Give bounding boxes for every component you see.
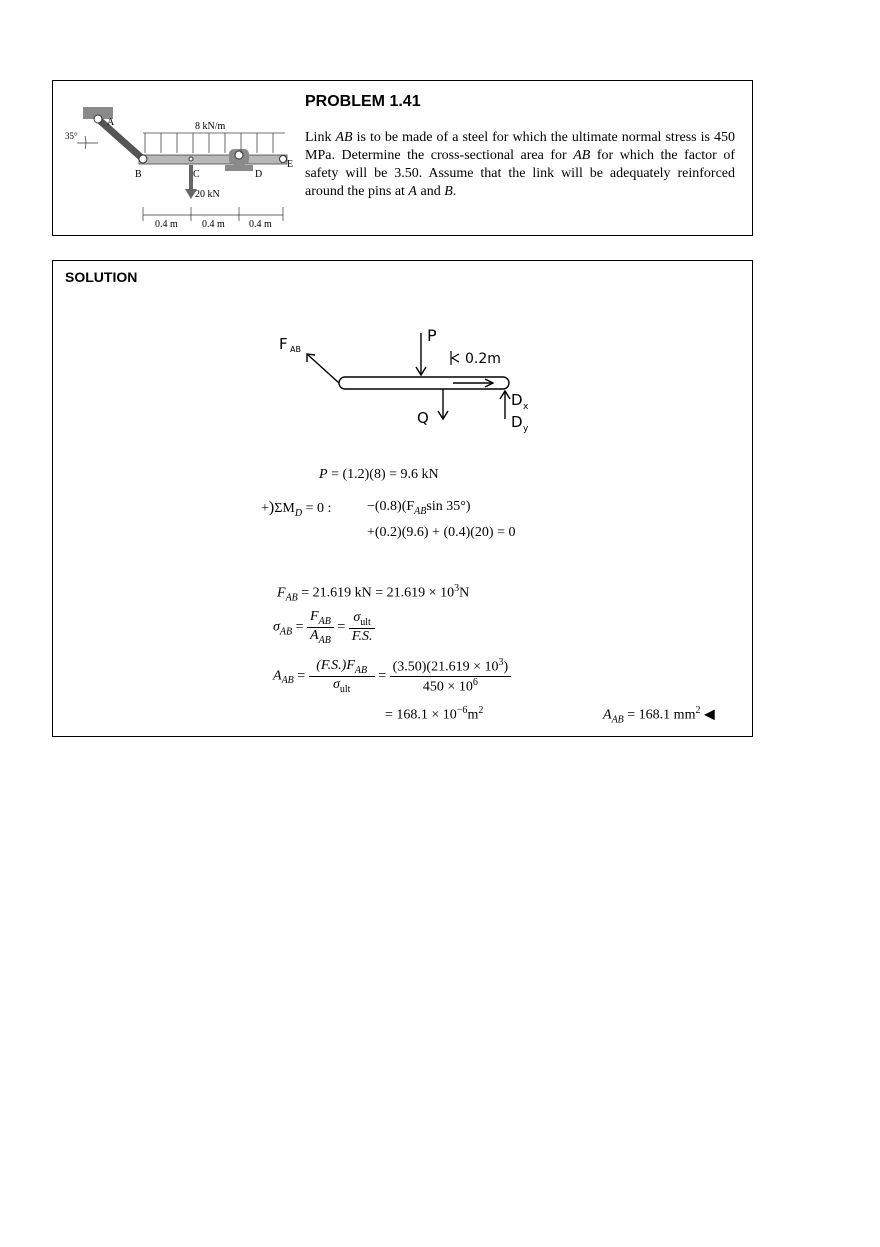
pin-d (235, 151, 243, 159)
fraction-stress: $\frac{F_{AB}}{A_{AB}}$ (307, 609, 334, 646)
label-a: A (107, 117, 115, 128)
problem-box (52, 80, 753, 236)
dim-1: 0.4 m (155, 219, 178, 230)
fbd-fab-sub: AB (290, 345, 301, 354)
force-label: 20 kN (195, 189, 220, 200)
label-b: B (135, 169, 142, 180)
dim-2: 0.4 m (202, 219, 225, 230)
dim-3: 0.4 m (249, 219, 272, 230)
fraction-ultimate: $\frac{\sigma_{ult}}{F.S.}$ (349, 610, 376, 645)
angle-label: 35° (65, 131, 78, 141)
problem-figure (65, 91, 295, 231)
equation-moment-term2: +(0.2)(9.6) + (0.4)(20) = 0 (367, 525, 516, 540)
equation-p: P = (1.2)(8) = 9.6 kN (319, 467, 439, 482)
answer-marker: ◀ (703, 705, 715, 722)
beam (139, 155, 287, 164)
equation-moment-term1: $-(0.8)(F_{AB}\sin$ 35°) (367, 499, 471, 517)
angle-arc (85, 136, 86, 149)
free-body-diagram (253, 321, 573, 441)
link-ab (98, 119, 143, 159)
fbd-dy-sub: y (523, 424, 529, 434)
equation-moment: $+)\Sigma M_D = 0$ : (261, 499, 332, 519)
fbd-q-label: Q (417, 409, 429, 427)
pin-e (280, 156, 287, 163)
final-answer: $A_{AB} = 168.1$ $mm^2$ ◀ (603, 705, 715, 726)
load-arrows (145, 133, 273, 153)
fbd-dy-label: D (511, 413, 523, 431)
pin-a (94, 115, 102, 123)
equation-sigma: $\sigma_{AB}$ = $\frac{F_{AB}}{A_{AB}}$ = $\frac{\sigma_{ult}}{F.S.}$ (273, 609, 375, 646)
problem-statement: Link AB is to be made of a steel for which the ultimate normal stress is 450 MPa. Determine the cross-sectional area for AB for which the factor of safety will be 3.50. Assume that the link will be adequately reinforced around the pins at A and B. (305, 130, 735, 199)
equation-area-result: = $168.1 \times 10^{-6}m^2$ (385, 705, 484, 723)
label-e: E (287, 159, 294, 170)
fbd-p-label: P (427, 326, 437, 345)
equation-fab: $F_{AB} = 21.619$ kN = $21.619 \times 10^3N$ (277, 583, 470, 604)
load-label: 8 kN/m (195, 121, 226, 132)
point-c (189, 157, 193, 161)
support-d-base (225, 165, 253, 171)
fbd-dx-label: D (511, 391, 523, 409)
equation-area: $A_{AB}$ = $\frac{(F.S.)F_{AB}}{\sigma_{ult}}$ = $\frac{(3.50)(21.619 \times 10^3)}{450 \times 10^6}$ (273, 657, 511, 695)
problem-title: PROBLEM 1.41 (305, 93, 421, 110)
fraction-area-numeric: $\frac{(3.50)(21.619 \times 10^3)}{450 \times 10^6}$ (390, 657, 512, 695)
label-d: D (255, 169, 263, 180)
solution-box (52, 260, 753, 737)
fbd-dx-sub: x (523, 402, 529, 412)
fraction-area-symbolic: $\frac{(F.S.)F_{AB}}{\sigma_{ult}}$ (309, 658, 375, 695)
label-c: C (193, 169, 200, 180)
pin-b (139, 155, 147, 163)
fbd-fab-label: F (279, 335, 288, 353)
fbd-fab-arrow (307, 354, 339, 383)
solution-title: SOLUTION (65, 269, 138, 285)
fbd-dist-arrowhead (452, 354, 459, 362)
fbd-dist-label: 0.2m (465, 351, 501, 367)
